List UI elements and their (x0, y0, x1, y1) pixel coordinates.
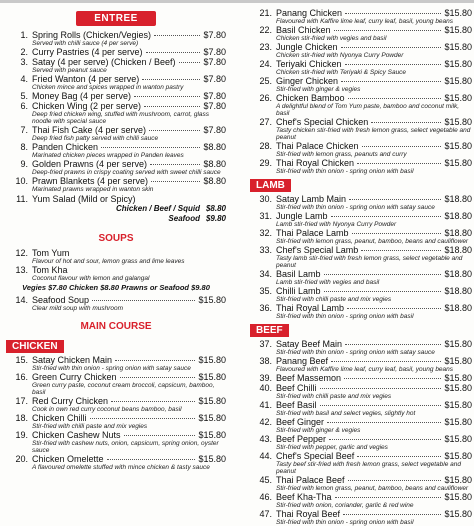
item-number: 20. (15, 454, 28, 464)
menu-item (6, 159, 226, 176)
item-description: Stir-fried with thin onion - spring onion with satay sauce (276, 204, 435, 211)
item-price: $15.80 (444, 8, 472, 18)
menu-item (250, 228, 472, 245)
item-name: Thai Royal Chicken (276, 158, 355, 168)
item-name: Thai Fish Cake (4 per serve) (32, 125, 147, 135)
item-number: 10. (15, 176, 28, 186)
item-number: 8. (20, 142, 28, 152)
item-price: $18.80 (444, 286, 472, 296)
item-name: Panden Chicken (32, 142, 99, 152)
entree-list (6, 30, 226, 193)
menu-item (250, 76, 472, 93)
item-price: $18.80 (444, 303, 472, 313)
item-description: Stir-fried with lemon grass, peanuts and curry (276, 151, 407, 158)
item-name: Satay Chicken Main (32, 355, 113, 365)
item-number: 5. (20, 91, 28, 101)
item-price: $15.80 (444, 400, 472, 410)
item-name: Golden Prawns (4 per serve) (32, 159, 148, 169)
menu-item (250, 93, 472, 117)
item-name: Chicken Wing (2 per serve) (32, 101, 142, 111)
lamb-section-title: LAMB (250, 179, 291, 192)
item-price: $15.80 (198, 396, 226, 406)
item-price: $15.80 (444, 339, 472, 349)
menu-item (250, 475, 472, 492)
item-name: Tom Kha (32, 265, 68, 275)
menu-item (6, 454, 226, 471)
item-price: $18.80 (444, 228, 472, 238)
item-description: Deep fried fish patty served with chilli sauce (32, 135, 159, 142)
item-name: Thai Royal Beef (276, 509, 341, 519)
menu-item (250, 117, 472, 141)
item-name: Thai Palace Beef (276, 475, 345, 485)
item-price: $18.80 (444, 194, 472, 204)
lamb-list (250, 194, 472, 320)
menu-item (6, 372, 226, 396)
item-description: Lamb stir-fried with Nyonya Curry Powder (276, 221, 397, 228)
item-description: Chicken stir-fried with Nyonya Curry Powder (276, 52, 404, 59)
item-number: 40. (259, 383, 272, 393)
entree-banner (6, 6, 226, 30)
item-number: 43. (259, 434, 272, 444)
item-name: Chicken Cashew Nuts (32, 430, 121, 440)
item-description: Stir-fried with cashew nuts, onion, capsicum, spring onion, oyster sauce (32, 440, 219, 454)
item-name: Beef Basil (276, 400, 317, 410)
item-name: Money Bag (4 per serve) (32, 91, 132, 101)
menu-item (6, 125, 226, 142)
item-number: 37. (259, 339, 272, 349)
item-description: Stir-fried with onion, coriander, garlic & red wine (276, 502, 414, 509)
item-price: $15.80 (444, 25, 472, 35)
item-name: Beef Massemon (276, 373, 342, 383)
soup-prices: Vegies $7.80 Chicken $8.80 Prawns or Seafood $9.80 (22, 283, 210, 292)
item-number: 21. (259, 8, 272, 18)
menu-item (250, 383, 472, 400)
menu-item (250, 417, 472, 434)
menu-item (6, 396, 226, 413)
item-number: 44. (259, 451, 272, 461)
item-description: Coconut flavour with lemon and galangal (32, 275, 150, 282)
item-price: $15.80 (444, 383, 472, 393)
item-description: Tasty lamb stir-fried with fresh lemon grass, select vegetable and peanut (276, 255, 463, 269)
item-price: $7.80 (203, 74, 226, 84)
item-price: $18.80 (444, 211, 472, 221)
item-price: $15.80 (444, 141, 472, 151)
item-name: Chef's Special Beef (276, 451, 355, 461)
item-number: 29. (259, 158, 272, 168)
item-description: Cook in own red curry coconut beans bamboo, basil (32, 406, 182, 413)
item-number: 22. (259, 25, 272, 35)
item-name: Chicken Omelette (32, 454, 104, 464)
menu-item (250, 245, 472, 269)
item-description: Served with peanut sauce (32, 67, 107, 74)
item-name: Teriyaki Chicken (276, 59, 342, 69)
item-number: 35. (259, 286, 272, 296)
item-name: Red Curry Chicken (32, 396, 109, 406)
item-price: $15.80 (444, 451, 472, 461)
menu-item (250, 434, 472, 451)
item-description: Stir-fried with ginger & vegies (276, 86, 361, 93)
item-price: $18.80 (444, 269, 472, 279)
item-price: $15.80 (444, 373, 472, 383)
item-price: $8.80 (203, 142, 226, 152)
item-name: Panang Chicken (276, 8, 343, 18)
item-price: $15.80 (444, 117, 472, 127)
item-number: 1. (20, 30, 28, 40)
item-price: $18.80 (444, 245, 472, 255)
item-price: $8.80 (203, 176, 226, 186)
right-column (250, 0, 472, 526)
menu-item (250, 286, 472, 303)
item-number: 18. (15, 413, 28, 423)
item-description: Stir-fried with thin onion - spring onion with basil (276, 519, 414, 526)
menu-item: 11. Yum Salad (Mild or Spicy) Chicken / Beef / Squid $8.80 Seafood $9.80 (16, 194, 226, 223)
item-number: 30. (259, 194, 272, 204)
item-description: Stir-fried with thin onion - spring onion with satay sauce (32, 365, 191, 372)
menu-item (6, 57, 226, 74)
item-name: Satay (4 per serve) (Chicken / Beef) (32, 57, 176, 67)
entree-title: ENTREE (76, 11, 156, 26)
item-price: $15.80 (444, 434, 472, 444)
item-description: Stir-fried with lemon grass, peanut, bamboo, beans and cauliflower (276, 238, 469, 245)
item-price: $15.80 (444, 42, 472, 52)
soups-heading: SOUPS (98, 233, 134, 244)
menu-item (250, 400, 472, 417)
item-number: 47. (259, 509, 272, 519)
item-number: 23. (259, 42, 272, 52)
menu-item (6, 176, 226, 193)
item-name: Curry Pastries (4 per serve) (32, 47, 143, 57)
item-description: Stir-fried with chilli paste and mix vegies (276, 393, 392, 400)
item-name: Prawn Blankets (4 per serve) (32, 176, 149, 186)
item-price: $15.80 (444, 76, 472, 86)
menu-item (6, 101, 226, 125)
item-number: 31. (259, 211, 272, 221)
item-number: 7. (20, 125, 28, 135)
item-price: $7.80 (203, 101, 226, 111)
menu-item (250, 269, 472, 286)
item-number: 34. (259, 269, 272, 279)
item-name: Chilli Lamb (276, 286, 321, 296)
item-name: Thai Palace Chicken (276, 141, 359, 151)
item-number: 16. (15, 372, 28, 382)
item-number: 27. (259, 117, 272, 127)
menu-item (6, 413, 226, 430)
item-number: 32. (259, 228, 272, 238)
menu-item (6, 355, 226, 372)
menu-item (6, 47, 226, 57)
menu-item (250, 194, 472, 211)
main-course-heading: MAIN COURSE (80, 321, 152, 332)
item-number: 15. (15, 355, 28, 365)
item-name: Spring Rolls (Chicken/Vegies) (32, 30, 152, 40)
item-price: $15.80 (444, 492, 472, 502)
item-number: 12. (15, 248, 28, 258)
menu-item (6, 74, 226, 91)
item-price: $7.80 (203, 57, 226, 67)
item-name: Thai Royal Lamb (276, 303, 345, 313)
item-name: Chef's Special Lamb (276, 245, 359, 255)
item-description: Stir-fried with thin onion - spring onion with satay sauce (276, 349, 435, 356)
item-price: $8.80 (203, 159, 226, 169)
beef-list (250, 339, 472, 526)
item-description: Served with chilli sauce (4 per serve) (32, 40, 139, 47)
item-price: $15.80 (198, 355, 226, 365)
item-name: Chicken Bamboo (276, 93, 345, 103)
item-price: $15.80 (444, 417, 472, 427)
item-description: A delightful blend of Tom Yum paste, bamboo and coconut milk, basil (276, 103, 460, 117)
item-price: $15.80 (444, 356, 472, 366)
menu-item (6, 142, 226, 159)
menu-item: 14. Seafood Soup $15.80 Clear mild soup with mushroom (15, 295, 226, 312)
item-description: Tasty chicken stir-fried with fresh lemon grass, select vegetable and peanut (276, 127, 471, 141)
item-description: Flavoured with Kaffire lime leaf, curry leaf, basil, young beans (276, 366, 454, 373)
item-price: $7.80 (203, 47, 226, 57)
item-name: Ginger Chicken (276, 76, 339, 86)
item-description: Marinated chicken pieces wrapped in Panden leaves (32, 152, 184, 159)
item-name: Jungle Lamb (276, 211, 328, 221)
item-price: $15.80 (198, 430, 226, 440)
item-number: 2. (20, 47, 28, 57)
item-name: Beef Ginger (276, 417, 325, 427)
item-description: Deep-fried prawns in crispy coating served with sweet chilli sauce (32, 169, 221, 176)
item-name: Chicken Chilli (32, 413, 87, 423)
item-number: 36. (259, 303, 272, 313)
chicken-section-title: CHICKEN (6, 340, 64, 353)
item-number: 9. (20, 159, 28, 169)
item-name: Basil Chicken (276, 25, 331, 35)
menu-item (250, 339, 472, 356)
item-name: Green Curry Chicken (32, 372, 117, 382)
item-price: $15.80 (444, 59, 472, 69)
menu-item (250, 211, 472, 228)
item-number: 39. (259, 373, 272, 383)
menu-item (250, 158, 472, 175)
item-description: Tasty beef stir-fried with fresh lemon grass, select vegetable and peanut (276, 461, 461, 475)
item-description: Stir-fried with thin onion - spring onion with basil (276, 313, 414, 320)
menu-item (250, 492, 472, 509)
menu-item (250, 451, 472, 475)
item-price: $15.80 (444, 475, 472, 485)
item-name: Fried Wanton (4 per serve) (32, 74, 140, 84)
item-description: Stir-fried with pepper, garlic and vegies (276, 444, 388, 451)
item-price: $7.80 (203, 125, 226, 135)
item-description: Chicken stir-fried with vegies and basil (276, 35, 387, 42)
item-price: $15.80 (198, 413, 226, 423)
item-price: $7.80 (203, 91, 226, 101)
item-description: Flavour of hot and sour, lemon grass and lime leaves (32, 258, 185, 265)
item-description: Chicken mince and spices wrapped in wanton pastry (32, 84, 184, 91)
left-column (6, 0, 226, 471)
menu-item (6, 430, 226, 454)
item-description: Deep fried chicken wing, stuffed with mushroom, carrot, glass noodle with special sauce (32, 111, 210, 125)
menu-item (250, 356, 472, 373)
item-description: Stir-fried with chilli paste and mix vegies (276, 296, 392, 303)
item-description: Marinated prawns wrapped in wanton skin (32, 186, 154, 193)
item-number: 41. (259, 400, 272, 410)
menu-item (6, 91, 226, 101)
menu-item (6, 248, 226, 265)
item-number: 33. (259, 245, 272, 255)
item-price: $15.80 (198, 454, 226, 464)
item-number: 26. (259, 93, 272, 103)
menu-item (6, 265, 226, 282)
menu-item (250, 25, 472, 42)
item-number: 3. (20, 57, 28, 67)
item-number: 25. (259, 76, 272, 86)
item-price: $7.80 (203, 30, 226, 40)
menu-item (250, 42, 472, 59)
menu-item (250, 59, 472, 76)
item-description: Stir-fried with chilli paste and mix vegies (32, 423, 148, 430)
item-number: 42. (259, 417, 272, 427)
menu-item (250, 8, 472, 25)
menu-item (250, 303, 472, 320)
item-price: $15.80 (444, 509, 472, 519)
item-name: Satay Lamb Main (276, 194, 347, 204)
item-number: 28. (259, 141, 272, 151)
item-description: Stir-fried with ginger & vegies (276, 427, 361, 434)
item-description: Chicken stir-fried with Teriyaki & Spicy Sauce (276, 69, 407, 76)
menu-item (6, 30, 226, 47)
item-name: Thai Palace Lamb (276, 228, 349, 238)
item-number: 6. (20, 101, 28, 111)
item-price: $15.80 (198, 372, 226, 382)
item-description: A flavoured omelette stuffed with mince chicken & tasty sauce (32, 464, 210, 471)
item-name: Basil Lamb (276, 269, 321, 279)
menu-item (250, 509, 472, 526)
chicken-list (6, 355, 226, 471)
menu-item (250, 141, 472, 158)
item-name: Tom Yum (32, 248, 70, 258)
item-description: Lamb stir-fried with vegies and basil (276, 279, 380, 286)
item-description: Stir-fried with basil and select vegies, slightly hot (276, 410, 416, 417)
item-description: Stir-fried with lemon grass, peanut, bamboo, beans and cauliflower (276, 485, 469, 492)
item-name: Beef Chilli (276, 383, 317, 393)
item-name: Jungle Chicken (276, 42, 338, 52)
item-description: Stir-fried with thin onion - spring onion with basil (276, 168, 414, 175)
item-name: Panang Beef (276, 356, 329, 366)
item-name: Chef's Special Chicken (276, 117, 369, 127)
item-number: 17. (15, 396, 28, 406)
item-number: 45. (259, 475, 272, 485)
chicken-continued-list (250, 8, 472, 175)
item-price: $15.80 (444, 93, 472, 103)
beef-section-title: BEEF (250, 324, 289, 337)
item-number: 13. (15, 265, 28, 275)
item-number: 24. (259, 59, 272, 69)
soup-list (6, 248, 226, 282)
menu-item (250, 373, 472, 383)
item-description: Green curry paste, coconut cream broccoli, capsicum, bamboo, basil (32, 382, 215, 396)
item-name: Satay Beef Main (276, 339, 343, 349)
item-number: 46. (259, 492, 272, 502)
item-name: Beef Kha-Tha (276, 492, 332, 502)
item-number: 38. (259, 356, 272, 366)
item-name: Beef Pepper (276, 434, 327, 444)
item-number: 19. (15, 430, 28, 440)
item-price: $15.80 (444, 158, 472, 168)
item-number: 4. (20, 74, 28, 84)
item-description: Flavoured with Kaffire lime leaf, curry leaf, basil, young beans (276, 18, 454, 25)
